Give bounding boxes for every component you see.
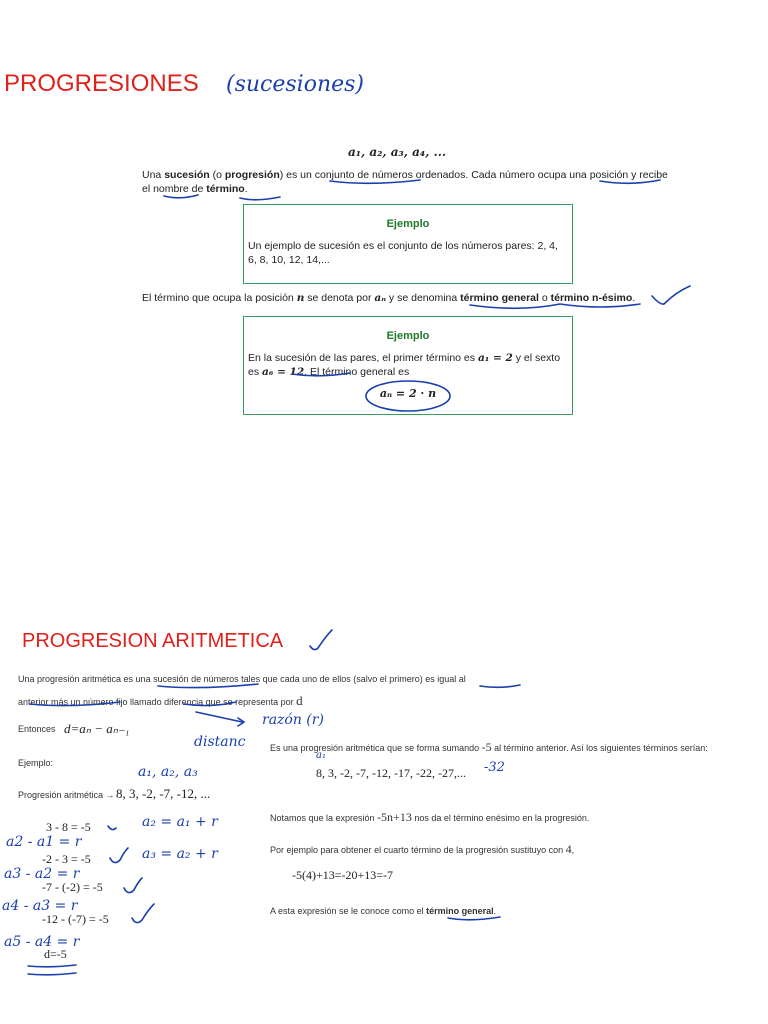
check-step-4 xyxy=(132,904,154,923)
general-term-formula: aₙ = 2 · n xyxy=(379,387,437,400)
right-line-1: Es una progresión aritmética que se forma sumando -5 al término anterior. Así los siguientes términos serían: xyxy=(270,740,708,754)
checkmark-general xyxy=(652,286,690,304)
checkmark-title xyxy=(310,630,332,650)
step-2: -2 - 3 = -5 xyxy=(42,852,91,866)
right-sequence: 8, 3, -2, -7, -12, -17, -22, -27,... xyxy=(316,766,466,780)
handwritten-line-1: a2 - a1 = r xyxy=(6,834,82,850)
sequence-notation: a₁, a₂, a₃, a₄, ... xyxy=(348,145,447,159)
section-title-aritmetica: PROGRESION ARITMETICA xyxy=(22,630,284,652)
definition-paragraph: Una sucesión (o progresión) es un conjunto de números ordenados. Cada número ocupa una posición y recibe el nombre de término. xyxy=(142,169,668,195)
check-step-2 xyxy=(110,848,128,863)
check-step-1 xyxy=(108,826,116,830)
handwritten-a2-eq: a₂ = a₁ + r xyxy=(142,814,218,830)
handwritten-sucesiones: (sucesiones) xyxy=(226,72,365,97)
por-ejemplo-line: Por ejemplo para obtener el cuarto término de la progresión sustituyo con 4, xyxy=(270,842,575,856)
handwritten-line-3: a4 - a3 = r xyxy=(2,898,78,914)
difference-formula: d=aₙ − aₙ₋₁ xyxy=(64,721,130,736)
handwritten-a1-mark: a₁ xyxy=(316,750,326,761)
step-1: 3 - 8 = -5 xyxy=(46,820,91,834)
ejemplo-label: Ejemplo: xyxy=(18,758,54,768)
check-step-3 xyxy=(124,878,142,893)
underline-final xyxy=(448,917,500,920)
handwritten-razon: razón (r) xyxy=(262,712,324,728)
intro-line-1: Una progresión aritmética es una sucesión de números tales que cada uno de ellos (salvo el primero) es igual al xyxy=(18,674,466,684)
arrow-razon xyxy=(196,712,242,722)
example-header: Ejemplo xyxy=(386,218,430,230)
example-box-1 xyxy=(243,204,573,284)
underline-termino xyxy=(240,197,280,200)
notamos-line: Notamos que la expresión -5n+13 nos da el término enésimo en la progresión. xyxy=(270,810,590,824)
handwritten-distancia: distanc xyxy=(194,734,246,750)
example-box-2 xyxy=(243,316,573,415)
example-header: Ejemplo xyxy=(386,330,430,342)
handwritten-a1a2a3: a₁, a₂, a₃ xyxy=(138,764,198,780)
handwritten-minus32: -32 xyxy=(484,760,505,775)
d-result: d=-5 xyxy=(44,947,67,961)
entonces-label: Entonces xyxy=(18,724,56,734)
progresion-values: 8, 3, -2, -7, -12, ... xyxy=(116,786,211,801)
final-line: A esta expresión se le conoce como el término general. xyxy=(270,906,497,916)
example-text: Un ejemplo de sucesión es el conjunto de los números pares: 2, 4, 6, 8, 10, 12, 14,... xyxy=(248,240,558,266)
general-term-paragraph: El término que ocupa la posición n se denota por aₙ y se denomina término general o término n-ésimo. xyxy=(142,292,636,304)
underline-sucesion-numeros xyxy=(158,684,258,688)
underline-es-igual xyxy=(480,685,520,687)
step-3: -7 - (-2) = -5 xyxy=(42,880,103,894)
handwritten-line-2: a3 - a2 = r xyxy=(4,866,80,882)
handwritten-line-4: a5 - a4 = r xyxy=(4,934,80,950)
progresion-label: Progresión aritmética → xyxy=(18,790,115,800)
arrowhead-razon xyxy=(238,718,244,726)
calculation: -5(4)+13=-20+13=-7 xyxy=(292,868,394,882)
page-title: PROGRESIONES xyxy=(4,70,199,97)
example-text: En la sucesión de las pares, el primer término es a₁ = 2 y el sexto es a₆ = 12. El término general es xyxy=(248,352,561,378)
step-4: -12 - (-7) = -5 xyxy=(42,912,109,926)
underline-result-1 xyxy=(28,965,76,967)
intro-line-2: anterior más un número fijo llamado diferencia que se representa por d xyxy=(18,693,303,708)
underline-result-2 xyxy=(28,973,76,975)
handwritten-a3-eq: a₃ = a₂ + r xyxy=(142,846,218,862)
